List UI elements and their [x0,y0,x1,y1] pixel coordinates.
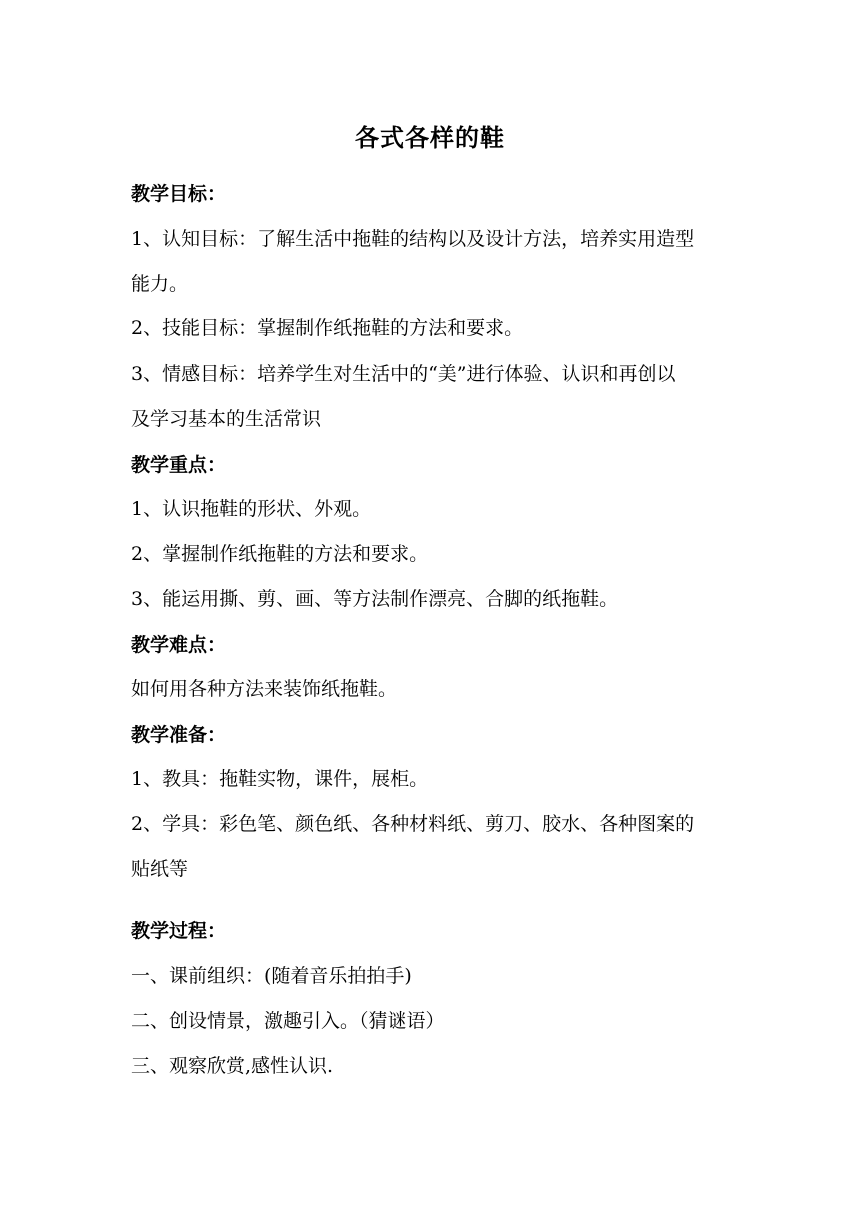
section-heading-process: 教学过程： [131,920,227,942]
document-title: 各式各样的鞋 [355,123,505,152]
objective-line: 能力。 [131,273,189,295]
section-heading-objectives: 教学目标： [131,183,227,205]
key-point-line: 1、认识拖鞋的形状、外观。 [131,498,372,520]
key-point-line: 2、掌握制作纸拖鞋的方法和要求。 [131,543,429,565]
key-point-line: 3、能运用撕、剪、画、等方法制作漂亮、合脚的纸拖鞋。 [131,588,619,610]
section-heading-key-points: 教学重点： [131,454,227,476]
objective-line: 1、认知目标：了解生活中拖鞋的结构以及设计方法，培养实用造型 [131,228,695,250]
preparation-line: 贴纸等 [131,858,189,880]
objective-line: 2、技能目标：掌握制作纸拖鞋的方法和要求。 [131,317,524,339]
section-heading-difficulties: 教学难点： [131,634,227,656]
difficulty-line: 如何用各种方法来装饰纸拖鞋。 [131,678,398,700]
objective-line: 及学习基本的生活常识 [131,408,322,430]
preparation-line: 1、教具：拖鞋实物，课件，展柜。 [131,768,429,790]
process-step: 三、观察欣赏,感性认识. [131,1055,334,1077]
objective-line: 3、情感目标：培养学生对生活中的“美”进行体验、认识和再创以 [131,363,676,385]
process-step: 二、创设情景，激趣引入。（猜谜语） [131,1010,445,1032]
preparation-line: 2、学具：彩色笔、颜色纸、各种材料纸、剪刀、胶水、各种图案的 [131,813,695,835]
section-heading-preparation: 教学准备： [131,724,227,746]
process-step: 一、课前组织：(随着音乐拍拍手) [131,965,412,987]
